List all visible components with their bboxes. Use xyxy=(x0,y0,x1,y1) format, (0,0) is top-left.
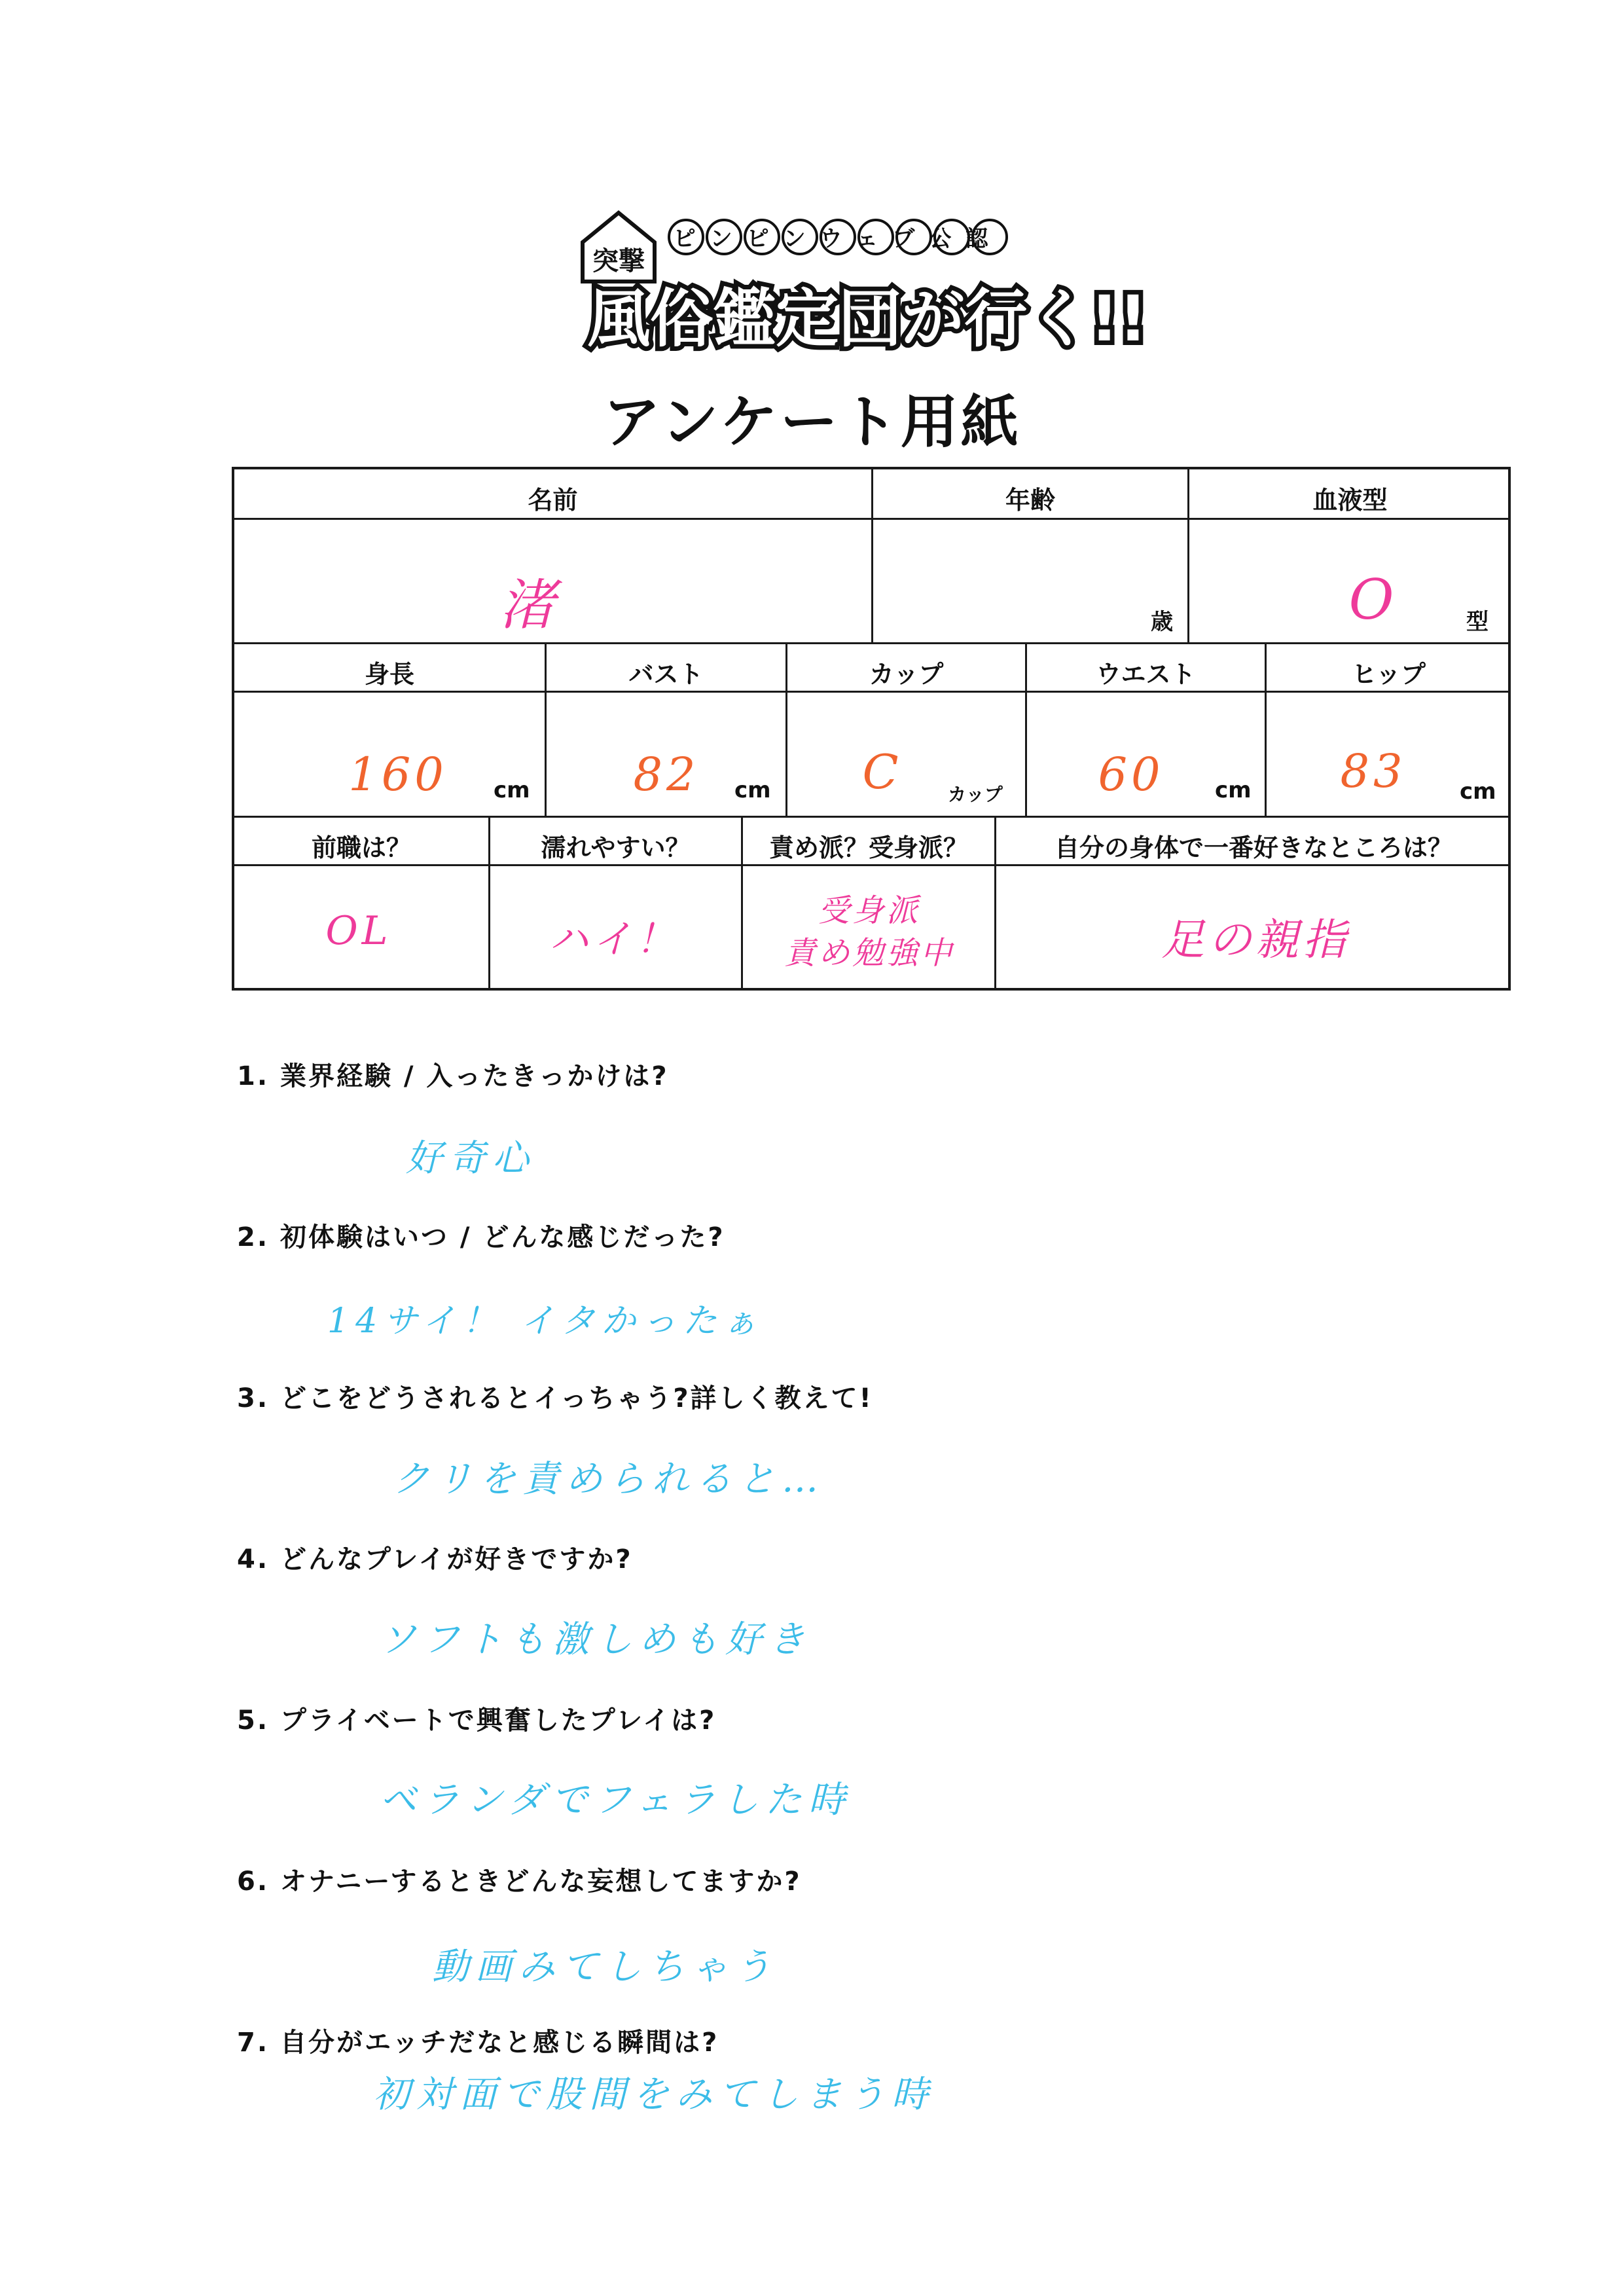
hip-value: 83 xyxy=(1340,744,1407,798)
role-label: 責め派？受身派？ xyxy=(768,833,968,862)
waist-unit: cm xyxy=(1215,777,1252,803)
answer-6: 動画みてしちゃう xyxy=(432,1946,778,1988)
age-unit: 歳 xyxy=(1151,609,1173,635)
height-value: 160 xyxy=(348,748,448,801)
bust-unit: cm xyxy=(734,777,771,803)
waist-label: ウエスト xyxy=(1096,660,1196,689)
previous-job-value: OL xyxy=(325,908,392,954)
page-title: アンケート用紙 xyxy=(603,388,1021,456)
blood-type-label: 血液型 xyxy=(1312,486,1388,515)
age-label: 年齢 xyxy=(1005,486,1055,515)
cup-label: カップ xyxy=(869,660,944,689)
blood-type-unit: 型 xyxy=(1466,609,1489,635)
question-2: 2. 初体験はいつ / どんな感じだった? xyxy=(237,1222,725,1252)
survey-logo xyxy=(569,196,1159,367)
cup-unit: カップ xyxy=(948,784,1003,805)
profile-table xyxy=(232,467,1511,991)
hip-label: ヒップ xyxy=(1352,660,1426,689)
question-1: 1. 業界経験 / 入ったきっかけは? xyxy=(237,1061,669,1091)
cup-value: C xyxy=(862,744,903,799)
question-5: 5. プライベートで興奮したプレイは? xyxy=(237,1705,717,1736)
bust-value: 82 xyxy=(633,748,700,801)
answer-3: クリを責められると… xyxy=(393,1458,825,1501)
favorite-body-part-label: 自分の身体で一番好きなところは？ xyxy=(1054,833,1453,862)
question-3: 3. どこをどうされるとイっちゃう?詳しく教えて! xyxy=(237,1383,873,1413)
waist-value: 60 xyxy=(1098,748,1164,801)
favorite-body-part-value: 足の親指 xyxy=(1161,915,1350,965)
hip-unit: cm xyxy=(1460,778,1496,805)
height-label: 身長 xyxy=(364,660,414,689)
question-7: 7. 自分がエッチだなと感じる瞬間は? xyxy=(237,2028,719,2058)
role-value-line1: 受身派 xyxy=(818,892,920,929)
answer-2: 14サイ！ イタかったぁ xyxy=(327,1302,765,1341)
question-4: 4. どんなプレイが好きですか? xyxy=(237,1544,633,1575)
wetness-label: 濡れやすい？ xyxy=(541,833,691,862)
previous-job-label: 前職は？ xyxy=(311,833,411,862)
blood-type-value: O xyxy=(1348,568,1398,632)
logo-badge: 突撃 xyxy=(592,246,645,276)
bust-label: バスト xyxy=(628,660,704,689)
answer-4: ソフトも激しめも好き xyxy=(380,1618,812,1661)
name-value: 渚 xyxy=(499,573,558,637)
name-label: 名前 xyxy=(528,486,578,515)
logo-main: 風俗鑑定団が行く!! xyxy=(587,282,1147,355)
logo-subtitle: ピンピンウェブ公認 xyxy=(673,226,1003,252)
height-unit: cm xyxy=(494,777,530,803)
answer-1: 好奇心 xyxy=(406,1137,535,1180)
question-6: 6. オナニーするときどんな妄想してますか? xyxy=(237,1867,802,1897)
role-value-line2: 責め勉強中 xyxy=(784,935,954,972)
answer-5: ベランダでフェラした時 xyxy=(380,1779,852,1821)
answer-7: 初対面で股間をみてしまう時 xyxy=(373,2073,935,2116)
wetness-value: ハイ！ xyxy=(549,917,679,962)
